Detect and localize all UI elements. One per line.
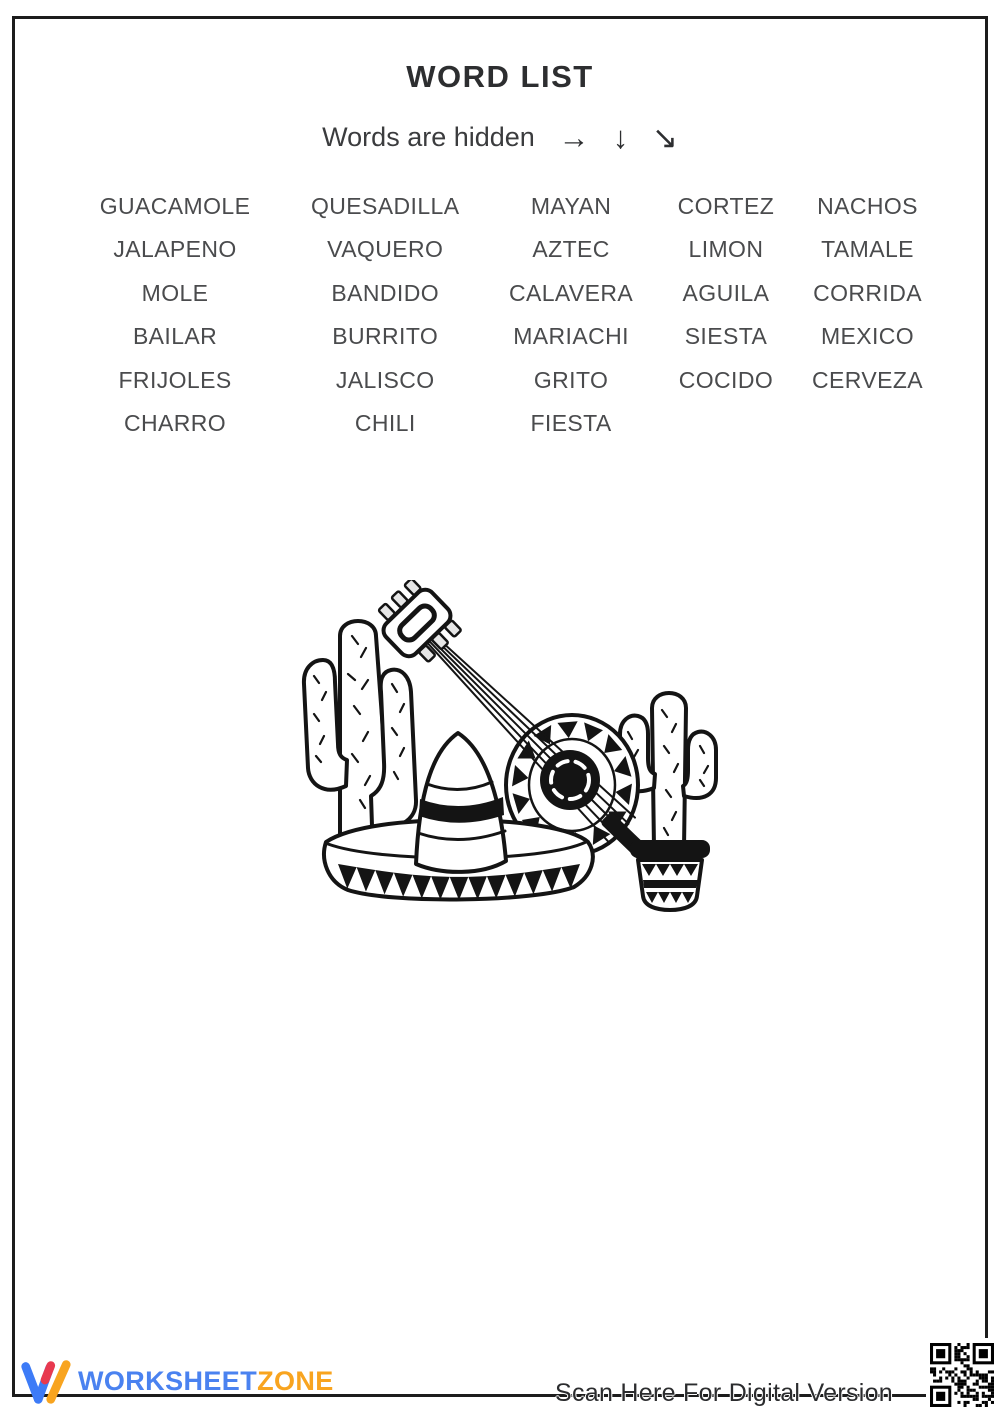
word-item: CHILI [354, 410, 416, 437]
word-item: FIESTA [530, 410, 612, 437]
word-item: CHARRO [124, 410, 227, 437]
word-item: AGUILA [682, 279, 770, 306]
word-item: CORRIDA [813, 279, 922, 306]
arrow-down-icon: ↓ [612, 120, 629, 155]
word-item: GRITO [533, 366, 609, 393]
brand-name-primary: WORKSHEET [78, 1365, 258, 1396]
arrow-right-icon: → [558, 120, 590, 155]
word-item: BANDIDO [331, 279, 440, 306]
word-item: MOLE [141, 279, 209, 306]
qr-code [926, 1338, 998, 1412]
brand-logo [18, 1352, 334, 1410]
word-item: JALAPENO [113, 236, 237, 263]
word-item: CERVEZA [812, 366, 924, 393]
arrow-down-right-icon: ↘ [651, 120, 678, 155]
word-item: TAMALE [821, 236, 914, 263]
word-column-2 [290, 185, 480, 445]
fiesta-illustration [280, 580, 740, 920]
brand-name [78, 1366, 334, 1397]
word-item: AZTEC [532, 236, 610, 263]
page-title: WORD LIST [406, 59, 594, 94]
word-item: QUESADILLA [311, 193, 460, 219]
word-item: FRIJOLES [118, 366, 232, 393]
word-column-1 [60, 185, 290, 445]
word-item: COCIDO [678, 366, 774, 393]
brand-name-secondary: ZONE [257, 1365, 334, 1396]
subtitle [0, 120, 1000, 156]
word-item: MAYAN [530, 193, 612, 219]
word-item: NACHOS [817, 193, 918, 219]
word-column-4 [662, 185, 790, 445]
word-item: MEXICO [820, 323, 915, 350]
word-item: GUACAMOLE [99, 193, 251, 219]
worksheetzone-logo-icon [18, 1353, 72, 1409]
word-column-5 [790, 185, 945, 445]
scan-instruction: Scan Here For Digital Version [555, 1379, 894, 1407]
word-item: CORTEZ [677, 193, 775, 219]
word-item: MARIACHI [513, 323, 629, 350]
word-list [60, 185, 945, 445]
word-item: CALAVERA [508, 279, 634, 306]
word-item: BURRITO [332, 323, 439, 350]
word-item: VAQUERO [327, 236, 444, 263]
word-item: LIMON [688, 236, 764, 263]
word-column-3 [480, 185, 661, 445]
word-item: BAILAR [132, 323, 218, 350]
cactus-pot-illustration [630, 840, 710, 910]
subtitle-text: Words are hidden [322, 122, 535, 152]
word-item: SIESTA [684, 323, 768, 350]
word-item: JALISCO [335, 366, 435, 393]
